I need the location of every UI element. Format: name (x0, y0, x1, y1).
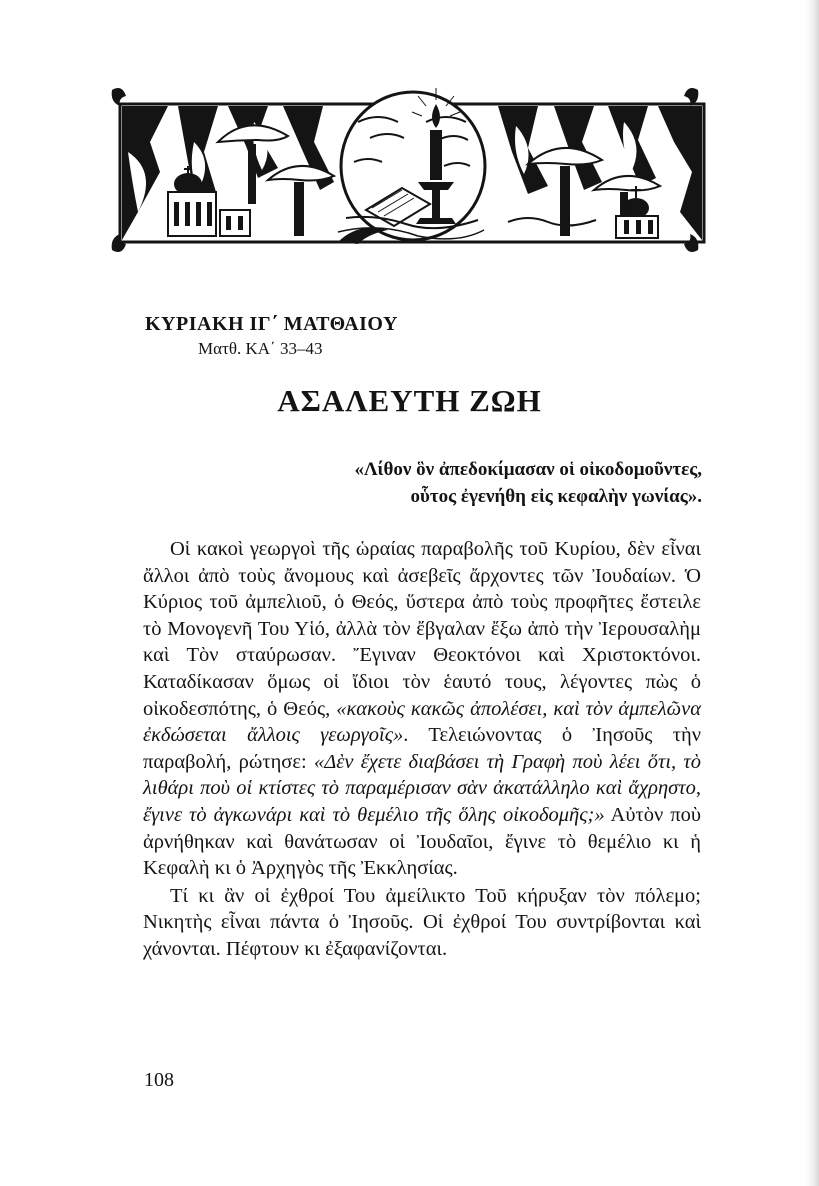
paragraph-1-quote-2: «Δὲν ἔχετε διαβάσει τὴ Γραφὴ ποὺ λέει ὅτι, τὸ λιθάρι ποὺ οἱ κτίστες τὸ παραμέρισαν σὰν ἀκατάλληλο καὶ ἄχρηστο, ἔγινε τὸ ἀγκωνάρι καὶ τὸ θεμέλιο τῆς ὅλης οἰκοδομῆς;» (143, 750, 701, 826)
right-church-icon (508, 186, 658, 238)
article-body (143, 536, 701, 963)
header-illustration-svg (108, 82, 716, 260)
page-title: ΑΣΑΛΕΥΤΗ ΖΩΗ (277, 383, 542, 418)
scripture-reference: Ματθ. ΚΑ΄ 33–43 (198, 339, 323, 358)
page-number: 108 (144, 1069, 174, 1091)
right-trees-icon (498, 106, 702, 240)
epigraph-line-1: «Λίθον ὃν ἀπεδοκίμασαν οἱ οἰκοδομοῦντες, (354, 459, 702, 480)
paragraph-2: Τί κι ἂν οἱ ἐχθροί Του ἀμείλικτο Τοῦ κήρυξαν τὸν πόλεμο; Νικητὴς εἶναι πάντα ὁ Ἰησοῦς. Οἱ ἐχθροί Του συντρίβονται καὶ χάνονται. Πέφτουν κι ἐξαφανίζονται. (143, 884, 701, 960)
paragraph-1 (143, 536, 701, 882)
candle-medallion-icon (338, 88, 485, 240)
epigraph-quote (354, 456, 702, 510)
paragraph-1-quote-1: «κακοὺς κακῶς ἀπολέσει, καὶ τὸν ἀμπελῶνα ἐκδώσεται ἄλλοις γεωργοῖς» (143, 697, 701, 747)
paragraph-1-part-2: . Τελειώνοντας ὁ Ἰησοῦς τὴν παραβολή, ρώτησε: (143, 724, 701, 773)
page-edge-shadow (805, 0, 819, 1186)
sunday-title: ΚΥΡΙΑΚΗ ΙΓ΄ ΜΑΤΘΑΙΟΥ (145, 313, 398, 335)
epigraph-line-2: οὗτος ἐγενήθη εἰς κεφαλὴν γωνίας». (410, 486, 702, 507)
header-illustration (108, 82, 716, 260)
paragraph-1-part-1: Οἱ κακοὶ γεωργοὶ τῆς ὡραίας παραβολῆς τοῦ Κυρίου, δὲν εἶναι ἄλλοι ἀπὸ τοὺς ἄνομους καὶ ἀσεβεῖς ἄρχοντες τῶν Ἰουδαίων. Ὁ Κύριος τοῦ ἀμπελιοῦ, ὁ Θεός, ὕστερα ἀπὸ τοὺς προφῆτες ἔστειλε τὸ Μονογενῆ Του Υἱό, ἀλλὰ τὸν ἔβγαλαν ἔξω ἀπὸ τὴν Ἰερουσαλὴμ καὶ Τὸν σταύρωσαν. Ἔγιναν Θεοκτόνοι καὶ Χριστοκτόνοι. Καταδίκασαν ὅμως οἱ ἴδιοι τὸν ἑαυτό τους, λέγοντες πὼς ὁ οἰκοδεσπότης, ὁ Θεός, (143, 538, 701, 720)
paragraph-1-part-3: Αὐτὸν ποὺ ἀρνήθηκαν καὶ θανάτωσαν οἱ Ἰουδαῖοι, ἔγινε τὸ θεμέλιο κι ἡ Κεφαλὴ κι ὁ Ἀρχηγὸς τῆς Ἐκκλησίας. (143, 803, 701, 880)
